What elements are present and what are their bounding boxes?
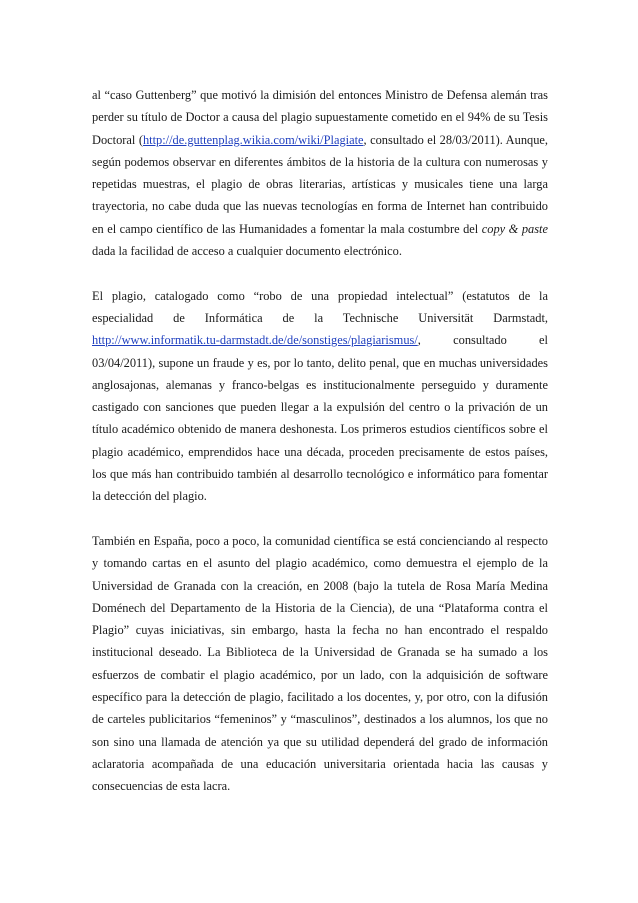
document-page: [92, 84, 548, 820]
paragraph-text: También en España, poco a poco, la comunidad científica se está concienciando al respecto y tomando cartas en el asunto del plagio académico, como demuestra el ejemplo de la Universidad de Granada con la creación, en 2008 (bajo la tutela de Rosa María Medina Doménech del Departamento de la Historia de la Ciencia), de una “Plataforma contra el Plagio” cuyas iniciativas, sin embargo, hasta la fecha no han encontrado el respaldo institucional deseado. La Biblioteca de la Universidad de Granada se ha sumado a los esfuerzos de combatir el plagio académico, por un lado, con la adquisición de software específico para la detección de plagio, facilitado a los docentes, y, por otro, con la difusión de carteles publicitarios “femeninos” y “masculinos”, destinados a los alumnos, los que no son sino una llamada de atención ya que su utilidad dependerá del grado de información aclaratoria acompañada de una educación universitaria orientada hacia las causas y consecuencias de esta lacra.: [92, 533, 548, 794]
darmstadt-link[interactable]: http://www.informatik.tu-darmstadt.de/de/sonstiges/plagiarismus/: [92, 333, 418, 348]
paragraph-text: , consultado el 03/04/2011), supone un fraude y es, por lo tanto, delito penal, que en muchas universidades anglosajonas, alemanas y franco-belgas es institucionalmente perseguido y duramente castigado con sanciones que pueden llegar a la expulsión del centro o la privación de un título académico obtenido de manera deshonesta. Los primeros estudios científicos sobre el plagio académico, emprendidos hace una década, proceden precisamente de estos países, los que más han contribuido también al desarrollo tecnológico e informático para fomentar la detección del plagio.: [92, 333, 548, 504]
paragraph-text: dada la facilidad de acceso a cualquier documento electrónico.: [92, 244, 402, 259]
guttenplag-link[interactable]: http://de.guttenplag.wikia.com/wiki/Plagiate: [142, 132, 364, 147]
paragraph-espana: [92, 530, 548, 798]
paragraph-plagio-definition: [92, 285, 548, 508]
copy-paste-emphasis: copy & paste: [481, 221, 548, 236]
paragraph-text: , consultado el 28/03/2011). Aunque, según podemos observar en diferentes ámbitos de la historia de la cultura con numerosas y repetidas muestras, el plagio de obras literarias, artísticas y musicales tiene una larga trayectoria, no cabe duda que las nuevas tecnologías en forma de Internet han contribuido en el campo científico de las Humanidades a fomentar la mala costumbre del: [92, 132, 549, 236]
paragraph-guttenberg: [92, 84, 548, 262]
paragraph-text: al “caso Guttenberg” que motivó la dimisión del entonces Ministro de Defensa alemán tras perder su título de Doctor a causa del plagio supuestamente cometido en el 94% de su Tesis Doctoral (: [92, 88, 548, 147]
paragraph-text: El plagio, catalogado como “robo de una propiedad intelectual” (estatutos de la especialidad de Informática de la Technische Universität Darmstadt,: [92, 288, 548, 325]
